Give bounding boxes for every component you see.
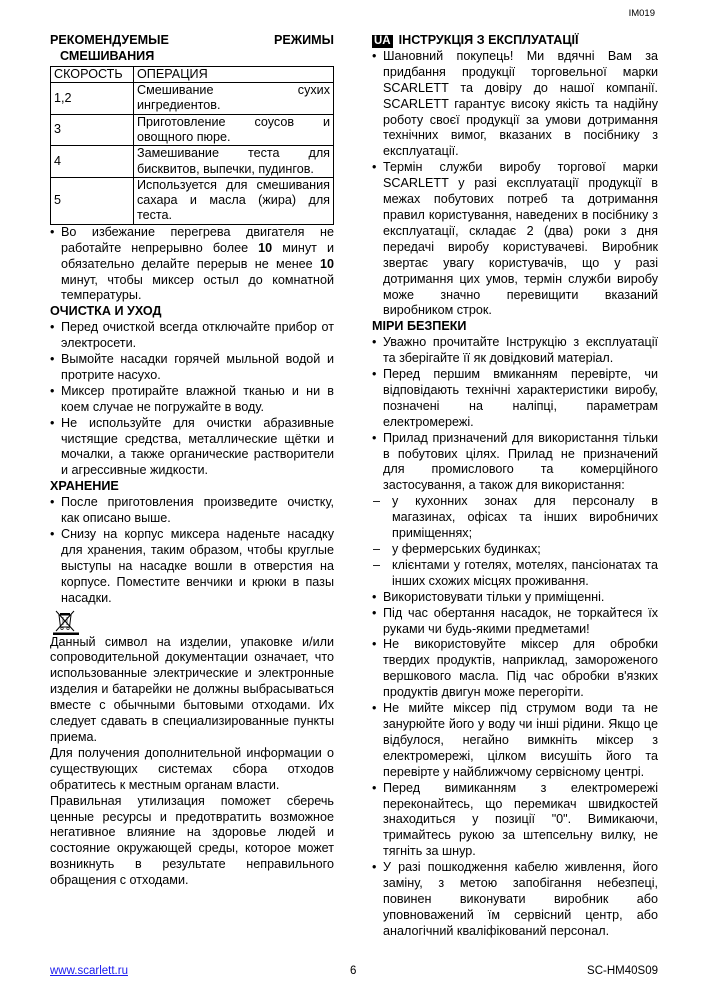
weee-section	[50, 610, 334, 890]
storage-heading: ХРАНЕНИЕ	[50, 479, 119, 494]
operation-cell: Замешивание теста для бисквитов, выпечки, пудингов.	[134, 146, 334, 178]
modes-heading-a: РЕКОМЕНДУЕМЫЕ	[50, 33, 169, 47]
list-item: • Не используйте для очистки абразивные чистящие средства, металлические щётки и мочалки, а также органические растворители и агрессивные жидкости.	[50, 416, 334, 480]
list-item: • Перед вимиканням з електромережі переконайтесь, що перемикач швидкостей знаходиться у позиції "0". Вимикаючи, тримайтесь рукою за штепсельну вилку, не тягніть за шнур.	[372, 781, 658, 861]
speed-cell: 3	[51, 114, 134, 146]
modes-heading-c: СМЕШИВАНИЯ	[60, 48, 155, 63]
list-item: • Вымойте насадки горячей мыльной водой и протрите насухо.	[50, 352, 334, 384]
table-row	[51, 177, 334, 224]
weee-paragraph-3: Правильная утилизация поможет сберечь ценные ресурсы и предотвратить возможное негативное влияние на здоровье людей и состояние окружающей среды, которое может возникнуть в результате неправильного обращения с отходами.	[50, 793, 334, 888]
overheat-list	[50, 225, 334, 305]
overheat-warning	[50, 225, 334, 305]
list-item: • Не мийте міксер під струмом води та не занурюйте його у воду чи інші рідини. Якщо це відбулося, негайно вимкніть міксер з електромережі, цілком висушіть його та перевірте у найближчому сервісному центрі.	[372, 701, 658, 781]
list-item: • Під час обертання насадок, не торкайтеся їх руками чи будь-якими предметами!	[372, 606, 658, 638]
list-item: • Перед очисткой всегда отключайте прибор от электросети.	[50, 320, 334, 352]
list-item: • После приготовления произведите очистку, как описано выше.	[50, 495, 334, 527]
speed-table	[50, 66, 334, 225]
list-item: • Шановний покупець! Ми вдячні Вам за придбання продукції торговельної марки SCARLETT та довіру до нашої компанії. SCARLETT гарантує високу якість та надійну роботу своєї продукції за умови дотримання технічних вимог, вказаних в посібнику з експлуатації.	[372, 49, 658, 160]
ua-title-text: ІНСТРУКЦІЯ З ЕКСПЛУАТАЦІЇ	[398, 33, 579, 47]
overheat-minutes-a: 10	[258, 240, 273, 255]
overheat-text-c: минут, чтобы миксер остыл до комнатной температуры.	[61, 272, 334, 303]
list-item: • Не використовуйте міксер для обробки твердих продуктів, наприклад, замороженого вершкового масла. Під час обробки в'язких продуктів двигун може перегоріти.	[372, 637, 658, 701]
overheat-minutes-b: 10	[319, 256, 334, 271]
list-item: • Уважно прочитайте Інструкцію з експлуатації та зберігайте її як довідковий матеріал.	[372, 335, 658, 367]
speed-cell: 4	[51, 146, 134, 178]
page-number: 6	[350, 965, 357, 977]
overheat-text-a: Во избежание перегрева двигателя не работайте непрерывно более	[61, 224, 334, 255]
weee-paragraph-1: Данный символ на изделии, упаковке и/или сопроводительной документации означает, что использованные электрические и электронные изделия и батарейки не должны выбрасываться вместе с обычными бытовыми отходами. Их следует сдавать в специализированные пункты приема.	[50, 634, 334, 744]
website-link[interactable]: www.scarlett.ru	[50, 965, 128, 977]
list-item: – клієнтами у готелях, мотелях, пансіонатах та інших схожих місцях проживання.	[372, 558, 658, 590]
model-code: IM019	[628, 8, 655, 19]
col-operation: ОПЕРАЦИЯ	[134, 66, 334, 82]
cleaning-heading: ОЧИСТКА И УХОД	[50, 304, 162, 319]
list-item: • Миксер протирайте влажной тканью и ни в коем случае не погружайте в воду.	[50, 384, 334, 416]
table-row	[51, 146, 334, 178]
table-row	[51, 83, 334, 115]
list-item: • Використовувати тільки у приміщенні.	[372, 590, 658, 606]
intro-list	[372, 49, 658, 319]
list-item: – у кухонних зонах для персоналу в магазинах, офісах та інших виробничих приміщеннях;	[372, 494, 658, 542]
left-column	[50, 33, 334, 889]
ua-title	[372, 33, 658, 49]
operation-cell: Приготовление соусов и овощного пюре.	[134, 114, 334, 146]
weee-paragraph-2: Для получения дополнительной информации о существующих системах сбора отходов обратитесь к местным органам власти.	[50, 745, 334, 792]
footer-model: SC-HM40S09	[587, 965, 658, 977]
safety-heading: МІРИ БЕЗПЕКИ	[372, 319, 467, 334]
overheat-text-b: минут и обязательно делайте перерыв не менее	[61, 240, 334, 271]
list-item: • Прилад призначений для використання тільки в побутових цілях. Прилад не призначений для промислового та комерційного застосування, а також для використання:	[372, 431, 658, 495]
modes-heading	[50, 33, 334, 49]
speed-cell: 5	[51, 177, 134, 224]
storage-list	[50, 495, 334, 606]
list-item: – у фермерських будинках;	[372, 542, 658, 558]
safety-list-a	[372, 335, 658, 494]
crossed-bin-icon	[50, 610, 80, 635]
list-item: • У разі пошкодження кабелю живлення, його заміну, з метою запобігання небезпеці, повинен виконувати виробник або уповноважений їм сервісний центр, або аналогічний кваліфікований персонал.	[372, 860, 658, 940]
language-badge: UA	[374, 35, 391, 47]
table-header-row	[51, 66, 334, 82]
cleaning-list	[50, 320, 334, 479]
list-item: • Термін служби виробу торгової марки SCARLETT у разі експлуатації продукції в межах побутових потреб та дотримання правил користування, наведених в посібнику з експлуатації, складає 2 (два) роки з дня передачі виробу користувачеві. Виробник звертає увагу користувачів, що у разі дотримання цих умов, термін служби виробу може значно перевищити вказаний виробником строк.	[372, 160, 658, 319]
usage-exclusion-list	[372, 494, 658, 589]
safety-list-b	[372, 590, 658, 940]
col-speed: СКОРОСТЬ	[51, 66, 134, 82]
operation-cell: Смешивание сухих ингредиентов.	[134, 83, 334, 115]
speed-cell: 1,2	[51, 83, 134, 115]
table-row	[51, 114, 334, 146]
modes-heading-b: РЕЖИМЫ	[273, 33, 334, 47]
right-column	[372, 33, 658, 940]
operation-cell: Используется для смешивания сахара и масла (жира) для теста.	[134, 177, 334, 224]
list-item: • Снизу на корпус миксера наденьте насадку для хранения, таким образом, чтобы круглые выступы на насадке вошли в отверстия на корпусе. Поместите венчики и крюки в пазы насадки.	[50, 527, 334, 607]
list-item: • Перед першим вмиканням перевірте, чи відповідають технічні характеристики виробу, позначені на наліпці, параметрам електромережі.	[372, 367, 658, 431]
